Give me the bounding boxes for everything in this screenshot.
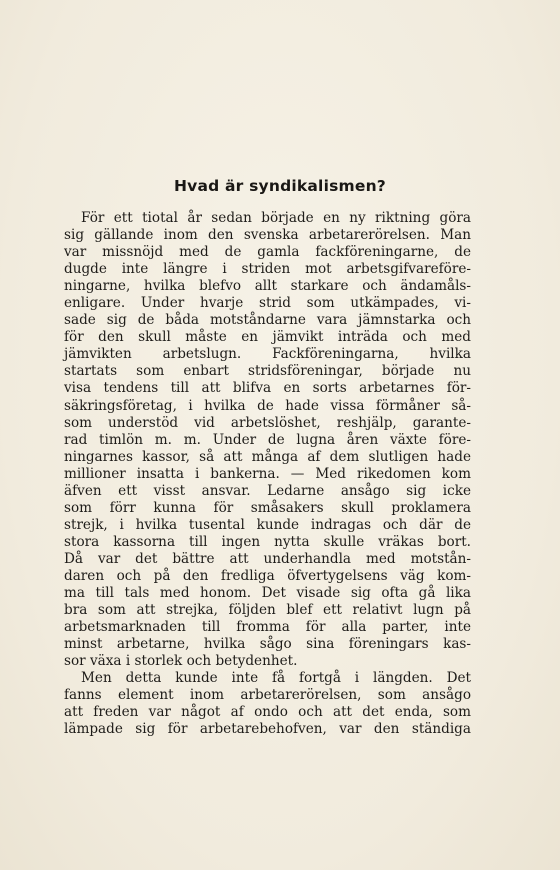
text-line: lämpade sig för arbetarebehofven, var den ständiga <box>64 721 471 738</box>
body-text <box>64 210 471 738</box>
text-line: ningarnes kassor, så att många af dem slutligen hade <box>64 448 471 465</box>
text-line: Då var det bättre att underhandla med motstån- <box>64 550 471 567</box>
paragraph-1 <box>64 210 471 670</box>
text-line: rad timlön m. m. Under de lugna åren växte före- <box>64 431 471 448</box>
text-line: var missnöjd med de gamla fackföreningarne, de <box>64 244 471 261</box>
text-line: minst arbetarne, hvilka sågo sina föreningars kas- <box>64 636 471 653</box>
text-line: äfven ett visst ansvar. Ledarne ansågo sig icke <box>64 482 471 499</box>
text-line: Men detta kunde inte få fortgå i längden. Det <box>81 670 471 687</box>
text-line: som understöd vid arbetslöshet, reshjälp, garante- <box>64 414 471 431</box>
text-line: fanns element inom arbetarerörelsen, som ansågo <box>64 687 471 704</box>
text-line: ningarne, hvilka blefvo allt starkare och ändamåls- <box>64 278 471 295</box>
text-line: sor växa i storlek och betydenhet. <box>64 653 298 670</box>
text-line: säkringsföretag, i hvilka de hade vissa förmåner så- <box>64 397 471 414</box>
text-line: sig gällande inom den svenska arbetarerörelsen. Man <box>64 227 471 244</box>
text-line: att freden var något af ondo och att det enda, som <box>64 704 471 721</box>
text-line: millioner insatta i bankerna. — Med rikedomen kom <box>64 465 471 482</box>
text-line: bra som att strejka, följden blef ett relativt lugn på <box>64 602 471 619</box>
text-line: strejk, i hvilka tusental kunde indragas och där de <box>64 516 471 533</box>
text-line: stora kassorna till ingen nytta skulle vräkas bort. <box>64 533 471 550</box>
text-line: dugde inte längre i striden mot arbetsgifvareföre- <box>64 261 471 278</box>
page-title: Hvad är syndikalismen? <box>173 177 386 195</box>
text-line: ma till tals med honom. Det visade sig ofta gå lika <box>64 585 471 602</box>
text-line: som förr kunna för småsakers skull proklamera <box>64 499 471 516</box>
text-line: startats som enbart stridsföreningar, började nu <box>64 363 471 380</box>
text-line: jämvikten arbetslugn. Fackföreningarna, hvilka <box>64 346 471 363</box>
text-line: arbetsmarknaden till fromma för alla parter, inte <box>64 619 471 636</box>
text-line: enligare. Under hvarje strid som utkämpades, vi- <box>64 295 471 312</box>
paragraph-2 <box>64 670 471 738</box>
text-line: visa tendens till att blifva en sorts arbetarnes för- <box>64 380 471 397</box>
text-line: sade sig de båda motståndarne vara jämnstarka och <box>64 312 471 329</box>
text-line: för den skull måste en jämvikt inträda och med <box>64 329 471 346</box>
text-line: daren och på den fredliga öfvertygelsens väg kom- <box>64 567 471 584</box>
text-line: För ett tiotal år sedan började en ny riktning göra <box>81 210 471 226</box>
